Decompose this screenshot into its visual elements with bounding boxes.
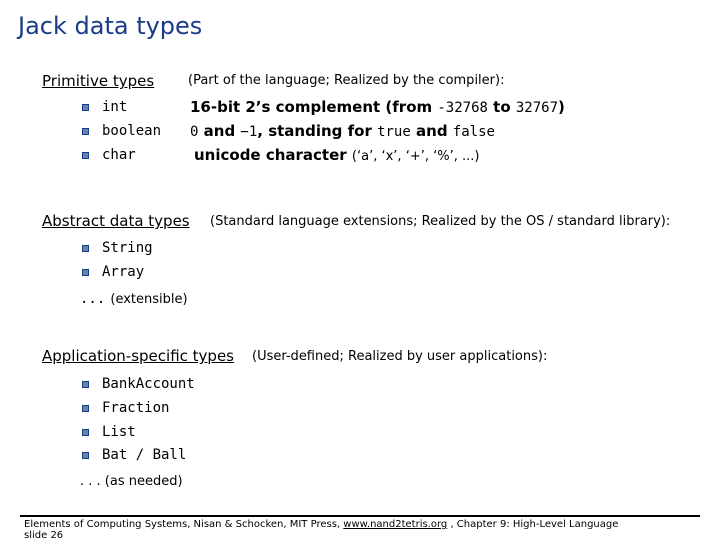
bullet-icon xyxy=(82,381,89,388)
bullet-icon xyxy=(82,245,89,252)
bullet-icon xyxy=(82,429,89,436)
bullet-icon xyxy=(82,152,89,159)
slide-number: slide 26 xyxy=(24,530,64,541)
primitive-heading: Primitive types xyxy=(42,72,155,90)
bullet-icon xyxy=(82,452,89,459)
primitive-type-int: int xyxy=(102,99,128,115)
footer-credit: Elements of Computing Systems, Nisan & Schocken, MIT Press, www.nand2tetris.org , Chapter 9: High-Level Language xyxy=(24,519,619,530)
bullet-icon xyxy=(82,128,89,135)
abstract-type-array: Array xyxy=(102,264,145,280)
footer-divider xyxy=(20,515,700,517)
primitive-desc-boolean: 0 and −1, standing for true and false xyxy=(190,122,495,140)
slide-title: Jack data types xyxy=(18,12,203,40)
application-type-bankaccount: BankAccount xyxy=(102,376,195,392)
primitive-note: (Part of the language; Realized by the compiler): xyxy=(188,73,505,88)
application-type-list: List xyxy=(102,424,136,440)
application-type-bat-ball: Bat / Ball xyxy=(102,447,187,463)
primitive-desc-char: unicode character (‘a’, ‘x’, ‘+’, ‘%’, ...) xyxy=(194,146,480,164)
abstract-type-string: String xyxy=(102,240,153,256)
footer-link[interactable]: www.nand2tetris.org xyxy=(343,519,448,530)
application-note: (User-defined; Realized by user applications): xyxy=(252,349,548,364)
abstract-note: (Standard language extensions; Realized by the OS / standard library): xyxy=(210,214,671,229)
primitive-type-boolean: boolean xyxy=(102,123,162,139)
bullet-icon xyxy=(82,405,89,412)
application-type-fraction: Fraction xyxy=(102,400,170,416)
primitive-type-char: char xyxy=(102,147,136,163)
primitive-desc-int: 16-bit 2’s complement (from -32768 to 32767) xyxy=(190,98,565,116)
abstract-heading: Abstract data types xyxy=(42,212,190,230)
bullet-icon xyxy=(82,269,89,276)
abstract-more: ... (extensible) xyxy=(80,291,188,307)
application-more: . . . (as needed) xyxy=(80,474,183,489)
bullet-icon xyxy=(82,104,89,111)
application-heading: Application-specific types xyxy=(42,347,234,365)
